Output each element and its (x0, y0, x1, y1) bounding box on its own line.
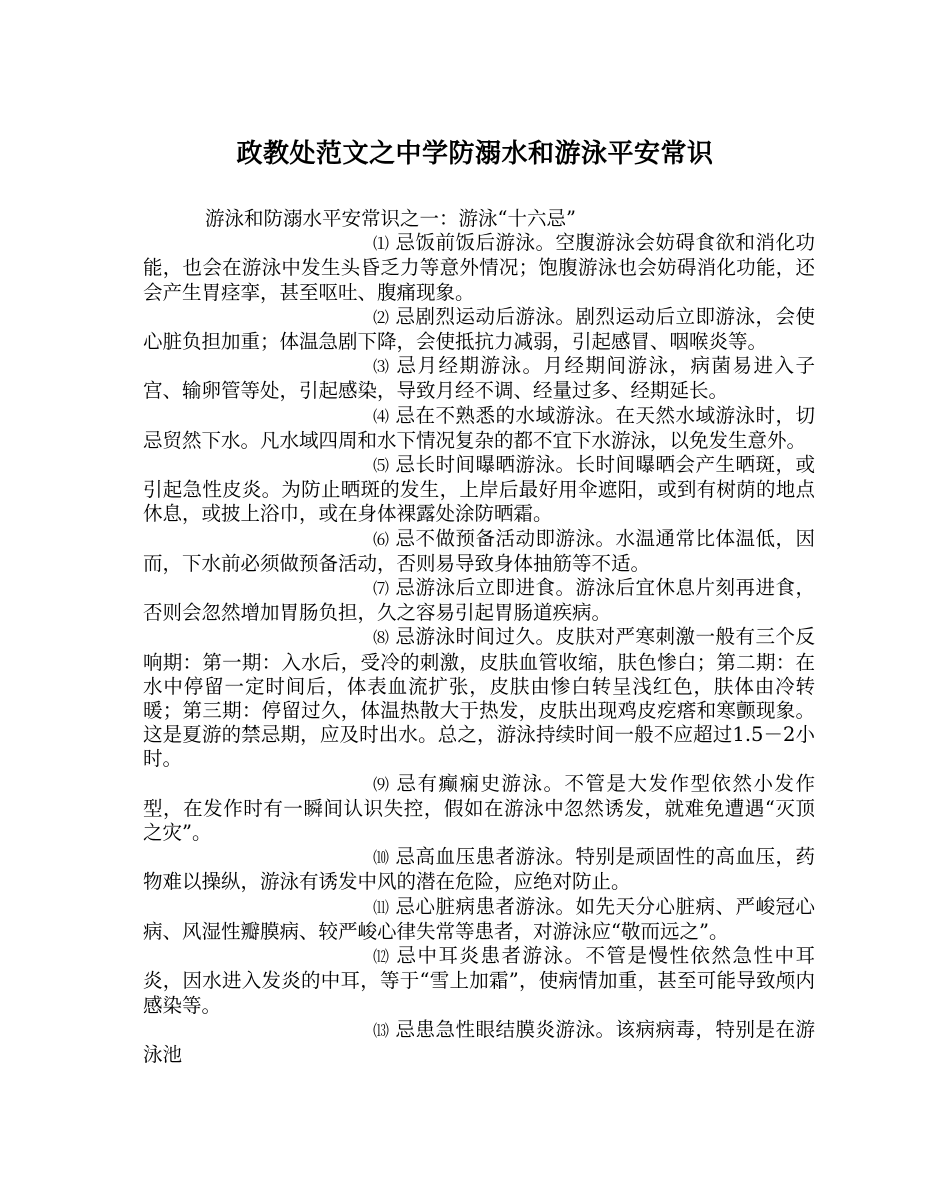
item-number: ⑽ (373, 848, 390, 868)
document-title: 政教处范文之中学防溺水和游泳平安常识 (236, 139, 714, 169)
rule-item-12 (143, 944, 815, 1018)
item-number: ⑺ (373, 579, 390, 599)
item-text: 忌长时间曝晒游泳。长时间曝晒会产生晒斑，或引起急性皮炎。为防止晒斑的发生，上岸后最好用伞遮阳，或到有树荫的地点休息，或披上浴巾，或在身体裸露处涂防晒霜。 (143, 453, 815, 526)
item-number: ⑹ (373, 529, 390, 549)
item-text: 忌饭前饭后游泳。空腹游泳会妨碍食欲和消化功能，也会在游泳中发生头昏乏力等意外情况；饱腹游泳也会妨碍消化功能，还会产生胃痉挛，甚至呕吐、腹痛现象。 (143, 231, 815, 304)
item-text: 忌游泳时间过久。皮肤对严寒刺激一般有三个反响期：第一期：入水后，受冷的刺激，皮肤血管收缩，肤色惨白；第二期：在水中停留一定时间后，体表血流扩张，皮肤由惨白转呈浅红色，肤体由冷转暖；第三期：停留过久，体温热散大于热发，皮肤出现鸡皮疙瘩和寒颤现象。这是夏游的禁忌期，应及时出水。总之，游泳持续时间一般不应超过1.5－2小时。 (143, 625, 815, 771)
rule-item-10 (143, 845, 815, 894)
item-text: 忌有癫痫史游泳。不管是大发作型依然小发作型，在发作时有一瞬间认识失控，假如在游泳中忽然诱发，就难免遭遇“灭顶之灾”。 (143, 771, 815, 845)
item-text: 忌在不熟悉的水域游泳。在天然水域游泳时，切忌贸然下水。凡水域四周和水下情况复杂的都不宜下水游泳，以免发生意外。 (143, 403, 815, 452)
item-number: ⑶ (373, 357, 390, 377)
rule-item-3 (143, 354, 815, 403)
item-text: 忌月经期游泳。月经期间游泳，病菌易进入子宫、输卵管等处，引起感染，导致月经不调、经量过多、经期延长。 (143, 354, 815, 403)
item-text: 忌心脏病患者游泳。如先天分心脏病、严峻冠心病、风湿性瓣膜病、较严峻心律失常等患者，对游泳应“敬而远之”。 (143, 894, 815, 943)
item-number: ⑼ (373, 774, 390, 794)
item-number: ⑴ (373, 234, 390, 254)
rule-item-1 (143, 231, 815, 305)
rule-item-4 (143, 404, 815, 453)
item-number: ⒀ (373, 1020, 390, 1040)
item-number: ⑾ (373, 897, 390, 917)
item-number: ⑻ (373, 628, 390, 648)
rule-item-6 (143, 527, 815, 576)
rule-item-8 (143, 625, 815, 771)
document-body (143, 207, 815, 1067)
item-text: 忌不做预备活动即游泳。水温通常比体温低，因而，下水前必须做预备活动，否则易导致身体抽筋等不适。 (143, 526, 815, 575)
rule-item-5 (143, 453, 815, 527)
item-number: ⑸ (373, 456, 390, 476)
item-text: 忌游泳后立即进食。游泳后宜休息片刻再进食，否则会忽然增加胃肠负担，久之容易引起胃肠道疾病。 (143, 576, 815, 625)
rule-item-9 (143, 772, 815, 846)
item-number: ⑷ (373, 406, 390, 426)
rule-item-11 (143, 895, 815, 944)
rule-item-7 (143, 576, 815, 625)
rule-item-13 (143, 1018, 815, 1067)
rule-item-2 (143, 305, 815, 354)
item-text: 忌剧烈运动后游泳。剧烈运动后立即游泳，会使心脏负担加重；体温急剧下降，会使抵抗力减弱，引起感冒、咽喉炎等。 (143, 304, 815, 354)
item-number: ⑵ (373, 307, 390, 327)
item-text: 忌患急性眼结膜炎游泳。该病病毒，特别是在游泳池 (143, 1017, 815, 1066)
item-text: 忌高血压患者游泳。特别是顽固性的高血压，药物难以操纵，游泳有诱发中风的潜在危险，应绝对防止。 (143, 845, 815, 894)
item-text: 忌中耳炎患者游泳。不管是慢性依然急性中耳炎，因水进入发炎的中耳，等于“雪上加霜”，使病情加重，甚至可能导致颅内感染等。 (143, 944, 815, 1017)
item-number: ⑿ (373, 947, 390, 967)
section-heading: 游泳和防溺水平安常识之一：游泳“十六忌” (205, 207, 576, 230)
